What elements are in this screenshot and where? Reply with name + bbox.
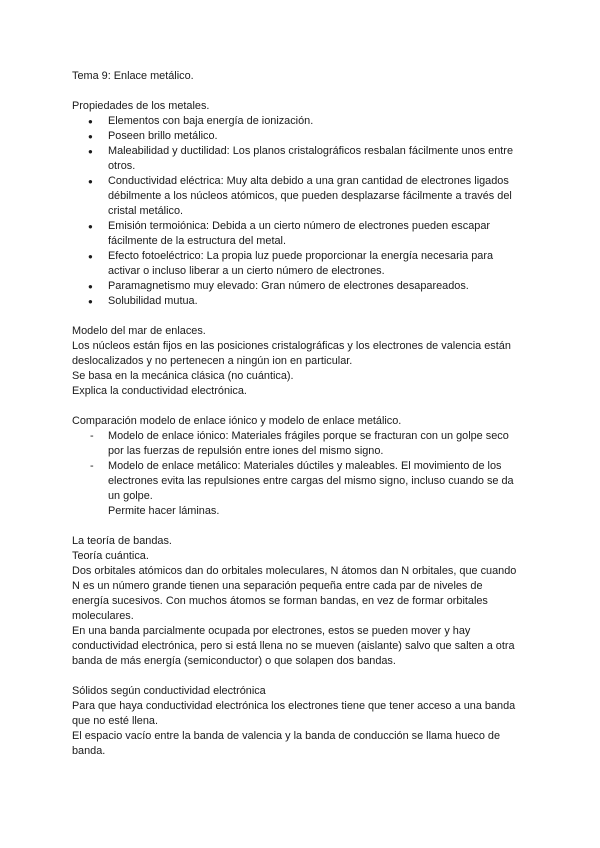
- list-item: - Modelo de enlace metálico: Materiales dúctiles y maleables. El movimiento de los electrones evita las repulsiones entre cargas del mismo signo, incluso cuando se da un golpe.: [72, 459, 520, 504]
- list-item: ● Solubilidad mutua.: [72, 294, 520, 309]
- list-item: ● Conductividad eléctrica: Muy alta debido a una gran cantidad de electrones ligados débilmente a los núcleos atómicos, que pueden desplazarse fácilmente a través del cristal metálico.: [72, 174, 520, 219]
- section-heading-propiedades: Propiedades de los metales.: [72, 100, 210, 112]
- paragraph: Para que haya conductividad electrónica los electrones tiene que tener acceso a una banda que no esté llena.: [72, 700, 516, 727]
- paragraph: En una banda parcialmente ocupada por electrones, estos se pueden mover y hay conductividad electrónica, pero si está llena no se mueven (aislante) salvo que salten a otra banda de más energía (semiconductor) o que solapen dos bandas.: [72, 625, 515, 667]
- paragraph: El espacio vacío entre la banda de valencia y la banda de conducción se llama hueco de banda.: [72, 730, 501, 757]
- section-subheading: Teoría cuántica.: [72, 550, 149, 562]
- section-heading-comparacion: Comparación modelo de enlace iónico y modelo de enlace metálico.: [72, 415, 402, 427]
- comparacion-list: [72, 429, 520, 504]
- section-heading-bandas: La teoría de bandas.: [72, 535, 172, 547]
- list-item: ● Paramagnetismo muy elevado: Gran número de electrones desapareados.: [72, 279, 520, 294]
- propiedades-list: [72, 114, 520, 309]
- paragraph: Permite hacer láminas.: [108, 505, 220, 517]
- list-item: ● Maleabilidad y ductilidad: Los planos cristalográficos resbalan fácilmente unos entre otros.: [72, 144, 520, 174]
- list-item: ● Efecto fotoeléctrico: La propia luz puede proporcionar la energía necesaria para activar o incluso liberar a un cierto número de electrones.: [72, 249, 520, 279]
- section-heading-solidos: Sólidos según conductividad electrónica: [72, 685, 266, 697]
- section-heading-modelo-mar: Modelo del mar de enlaces.: [72, 325, 206, 337]
- document-title: Tema 9: Enlace metálico.: [72, 70, 194, 82]
- list-item: ● Elementos con baja energía de ionización.: [72, 114, 520, 129]
- list-item: ● Emisión termoiónica: Debida a un cierto número de electrones pueden escapar fácilmente de la estructura del metal.: [72, 219, 520, 249]
- list-item: - Modelo de enlace iónico: Materiales frágiles porque se fracturan con un golpe seco por las fuerzas de repulsión entre iones del mismo signo.: [72, 429, 520, 459]
- paragraph: Explica la conductividad electrónica.: [72, 385, 247, 397]
- paragraph: Dos orbitales atómicos dan do orbitales moleculares, N átomos dan N orbitales, que cuando N es un número grande tienen una separación pequeña entre cada par de niveles de energía sucesivos. Con muchos átomos se forman bandas, en vez de formar orbitales moleculares.: [72, 565, 517, 622]
- list-item: ● Poseen brillo metálico.: [72, 129, 520, 144]
- paragraph: Los núcleos están fijos en las posiciones cristalográficas y los electrones de valencia están deslocalizados y no pertenecen a ningún ion en particular.: [72, 340, 511, 367]
- paragraph: Se basa en la mecánica clásica (no cuántica).: [72, 370, 294, 382]
